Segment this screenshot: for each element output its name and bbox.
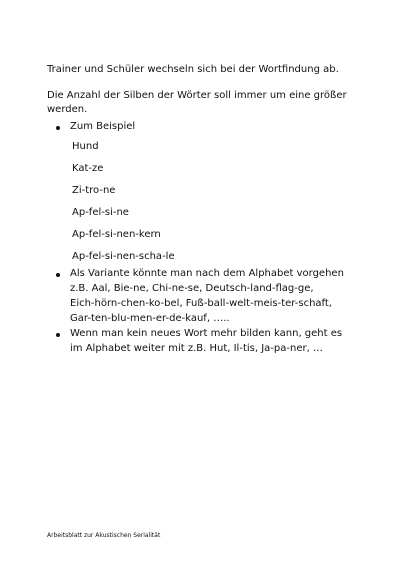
bullet-1-label: Zum Beispiel: [70, 121, 136, 132]
example-word-1: Hund: [72, 141, 99, 152]
example-word-6: Ap-fel-si-nen-scha-le: [72, 251, 175, 262]
bullet-icon: [56, 333, 60, 337]
bullet-3-line-2: im Alphabet weiter mit z.B. Hut, Il-tis, Ja-pa-ner, …: [70, 343, 323, 354]
bullet-icon: [56, 273, 60, 277]
example-word-2: Kat-ze: [72, 163, 104, 174]
example-word-3: Zi-tro-ne: [72, 185, 116, 196]
bullet-icon: [56, 126, 60, 130]
intro-paragraph-1: Trainer und Schüler wechseln sich bei der Wortfindung ab.: [47, 64, 339, 75]
bullet-3-line-1: Wenn man kein neues Wort mehr bilden kann, geht es: [70, 328, 343, 339]
example-word-4: Ap-fel-si-ne: [72, 207, 129, 218]
bullet-2-line-2: z.B. Aal, Bie-ne, Chi-ne-se, Deutsch-land-flag-ge,: [70, 283, 314, 294]
bullet-2-line-3: Eich-hörn-chen-ko-bel, Fuß-ball-welt-meis-ter-schaft,: [70, 298, 332, 309]
page-footer: Arbeitsblatt zur Akustischen Serialität: [47, 532, 161, 539]
intro-paragraph-2: Die Anzahl der Silben der Wörter soll immer um eine größer werden.: [47, 90, 347, 115]
example-word-5: Ap-fel-si-nen-kern: [72, 229, 161, 240]
bullet-2-line-1: Als Variante könnte man nach dem Alphabet vorgehen: [70, 268, 344, 279]
bullet-2-line-4: Gar-ten-blu-men-er-de-kauf, …..: [70, 313, 230, 324]
